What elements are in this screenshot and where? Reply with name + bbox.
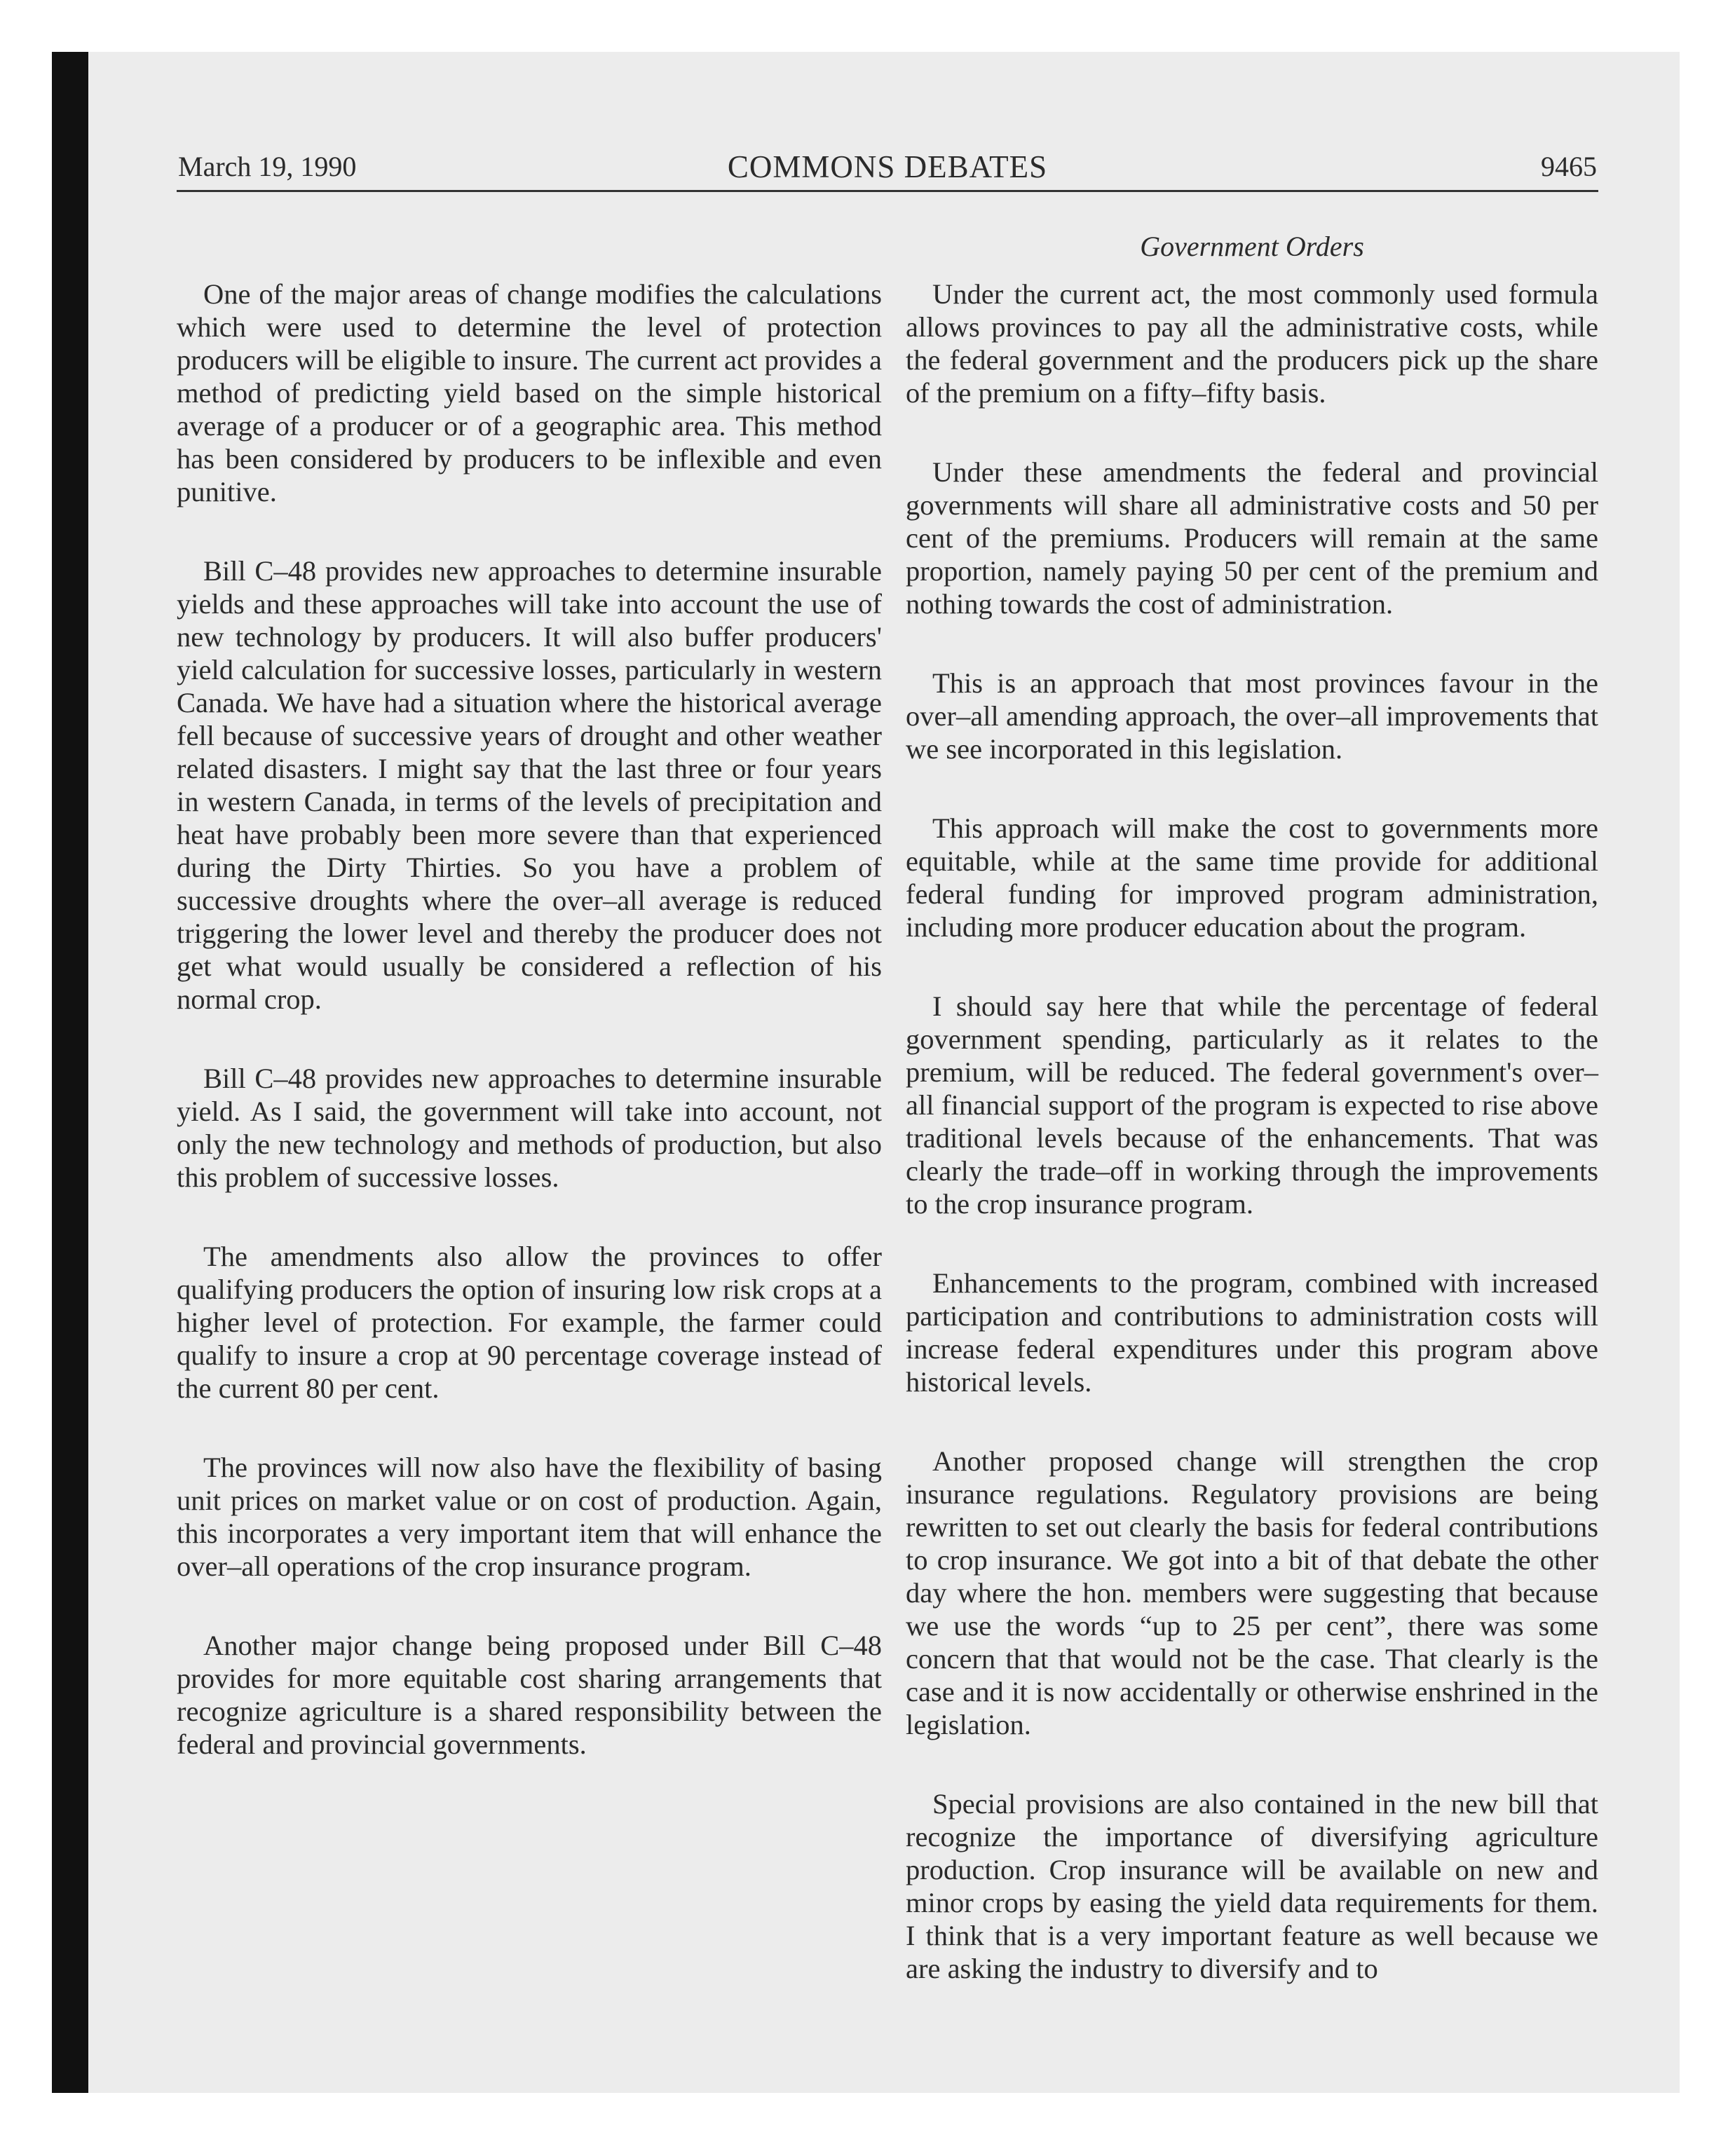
- left-column: [177, 278, 882, 1807]
- page-header: [178, 146, 1597, 188]
- paragraph: Special provisions are also contained in the new bill that recognize the importance of diversifying agriculture production. Crop insurance will be available on new and minor crops by easing the yield data requirements for them. I think that is a very important feature as well because we are asking the industry to diversify and to: [906, 1788, 1598, 1984]
- right-column: [906, 278, 1598, 2031]
- paragraph: This is an approach that most provinces favour in the over–all amending approach, the over–all improvements that we see incorporated in this legislation.: [906, 667, 1598, 765]
- paragraph: Bill C–48 provides new approaches to determine insurable yields and these approaches will take into account the use of new technology by producers. It will also buffer producers' yield calculation for successive losses, particularly in western Canada. We have had a situation where the historical average fell because of successive years of drought and other weather related disasters. I might say that the last three or four years in western Canada, in terms of the levels of precipitation and heat have probably been more severe than that experienced during the Dirty Thirties. So you have a problem of successive droughts where the over–all average is reduced triggering the lower level and thereby the producer does not get what would usually be considered a reflection of his normal crop.: [177, 555, 882, 1015]
- paragraph: Under these amendments the federal and provincial governments will share all administrative costs and 50 per cent of the premiums. Producers will remain at the same proportion, namely paying 50 per cent of the premium and nothing towards the cost of administration.: [906, 456, 1598, 620]
- paragraph: One of the major areas of change modifies the calculations which were used to determine the level of protection producers will be eligible to insure. The current act provides a method of predicting yield based on the simple historical average of a producer or of a geographic area. This method has been considered by producers to be inflexible and even punitive.: [177, 278, 882, 507]
- paragraph: Under the current act, the most commonly used formula allows provinces to pay all the administrative costs, while the federal government and the producers pick up the share of the premium on a fifty–fifty basis.: [906, 278, 1598, 409]
- paragraph: This approach will make the cost to governments more equitable, while at the same time provide for additional federal funding for improved program administration, including more producer education about the program.: [906, 812, 1598, 943]
- header-page-number: 9465: [1541, 151, 1597, 182]
- section-title: Government Orders: [1140, 231, 1364, 262]
- scan-edge-bar: [52, 52, 88, 2093]
- paragraph: Another major change being proposed under Bill C–48 provides for more equitable cost sharing arrangements that recognize agriculture is a shared responsibility between the federal and provincial governments.: [177, 1630, 882, 1760]
- paragraph: The amendments also allow the provinces to offer qualifying producers the option of insuring low risk crops at a higher level of protection. For example, the farmer could qualify to insure a crop at 90 percentage coverage instead of the current 80 per cent.: [177, 1241, 882, 1404]
- header-rule: [177, 190, 1598, 192]
- paragraph: Enhancements to the program, combined with increased participation and contributions to administration costs will increase federal expenditures under this program above historical levels.: [906, 1267, 1598, 1398]
- paragraph: I should say here that while the percentage of federal government spending, particularly as it relates to the premium, will be reduced. The federal government's over–all financial support of the program is expected to rise above traditional levels because of the enhancements. That was clearly the trade–off in working through the improvements to the crop insurance program.: [906, 990, 1598, 1220]
- header-date: March 19, 1990: [178, 151, 357, 182]
- paragraph: Bill C–48 provides new approaches to determine insurable yield. As I said, the government will take into account, not only the new technology and methods of production, but also this problem of successive losses.: [177, 1063, 882, 1193]
- paragraph: The provinces will now also have the flexibility of basing unit prices on market value or on cost of production. Again, this incorporates a very important item that will enhance the over–all operations of the crop insurance program.: [177, 1452, 882, 1582]
- paragraph: Another proposed change will strengthen the crop insurance regulations. Regulatory provisions are being rewritten to set out clearly the basis for federal contributions to crop insurance. We got into a bit of that debate the other day where the hon. members were suggesting that because we use the words “up to 25 per cent”, there was some concern that that would not be the case. That clearly is the case and it is now accidentally or otherwise enshrined in the legislation.: [906, 1445, 1598, 1740]
- header-publication: COMMONS DEBATES: [727, 149, 1048, 184]
